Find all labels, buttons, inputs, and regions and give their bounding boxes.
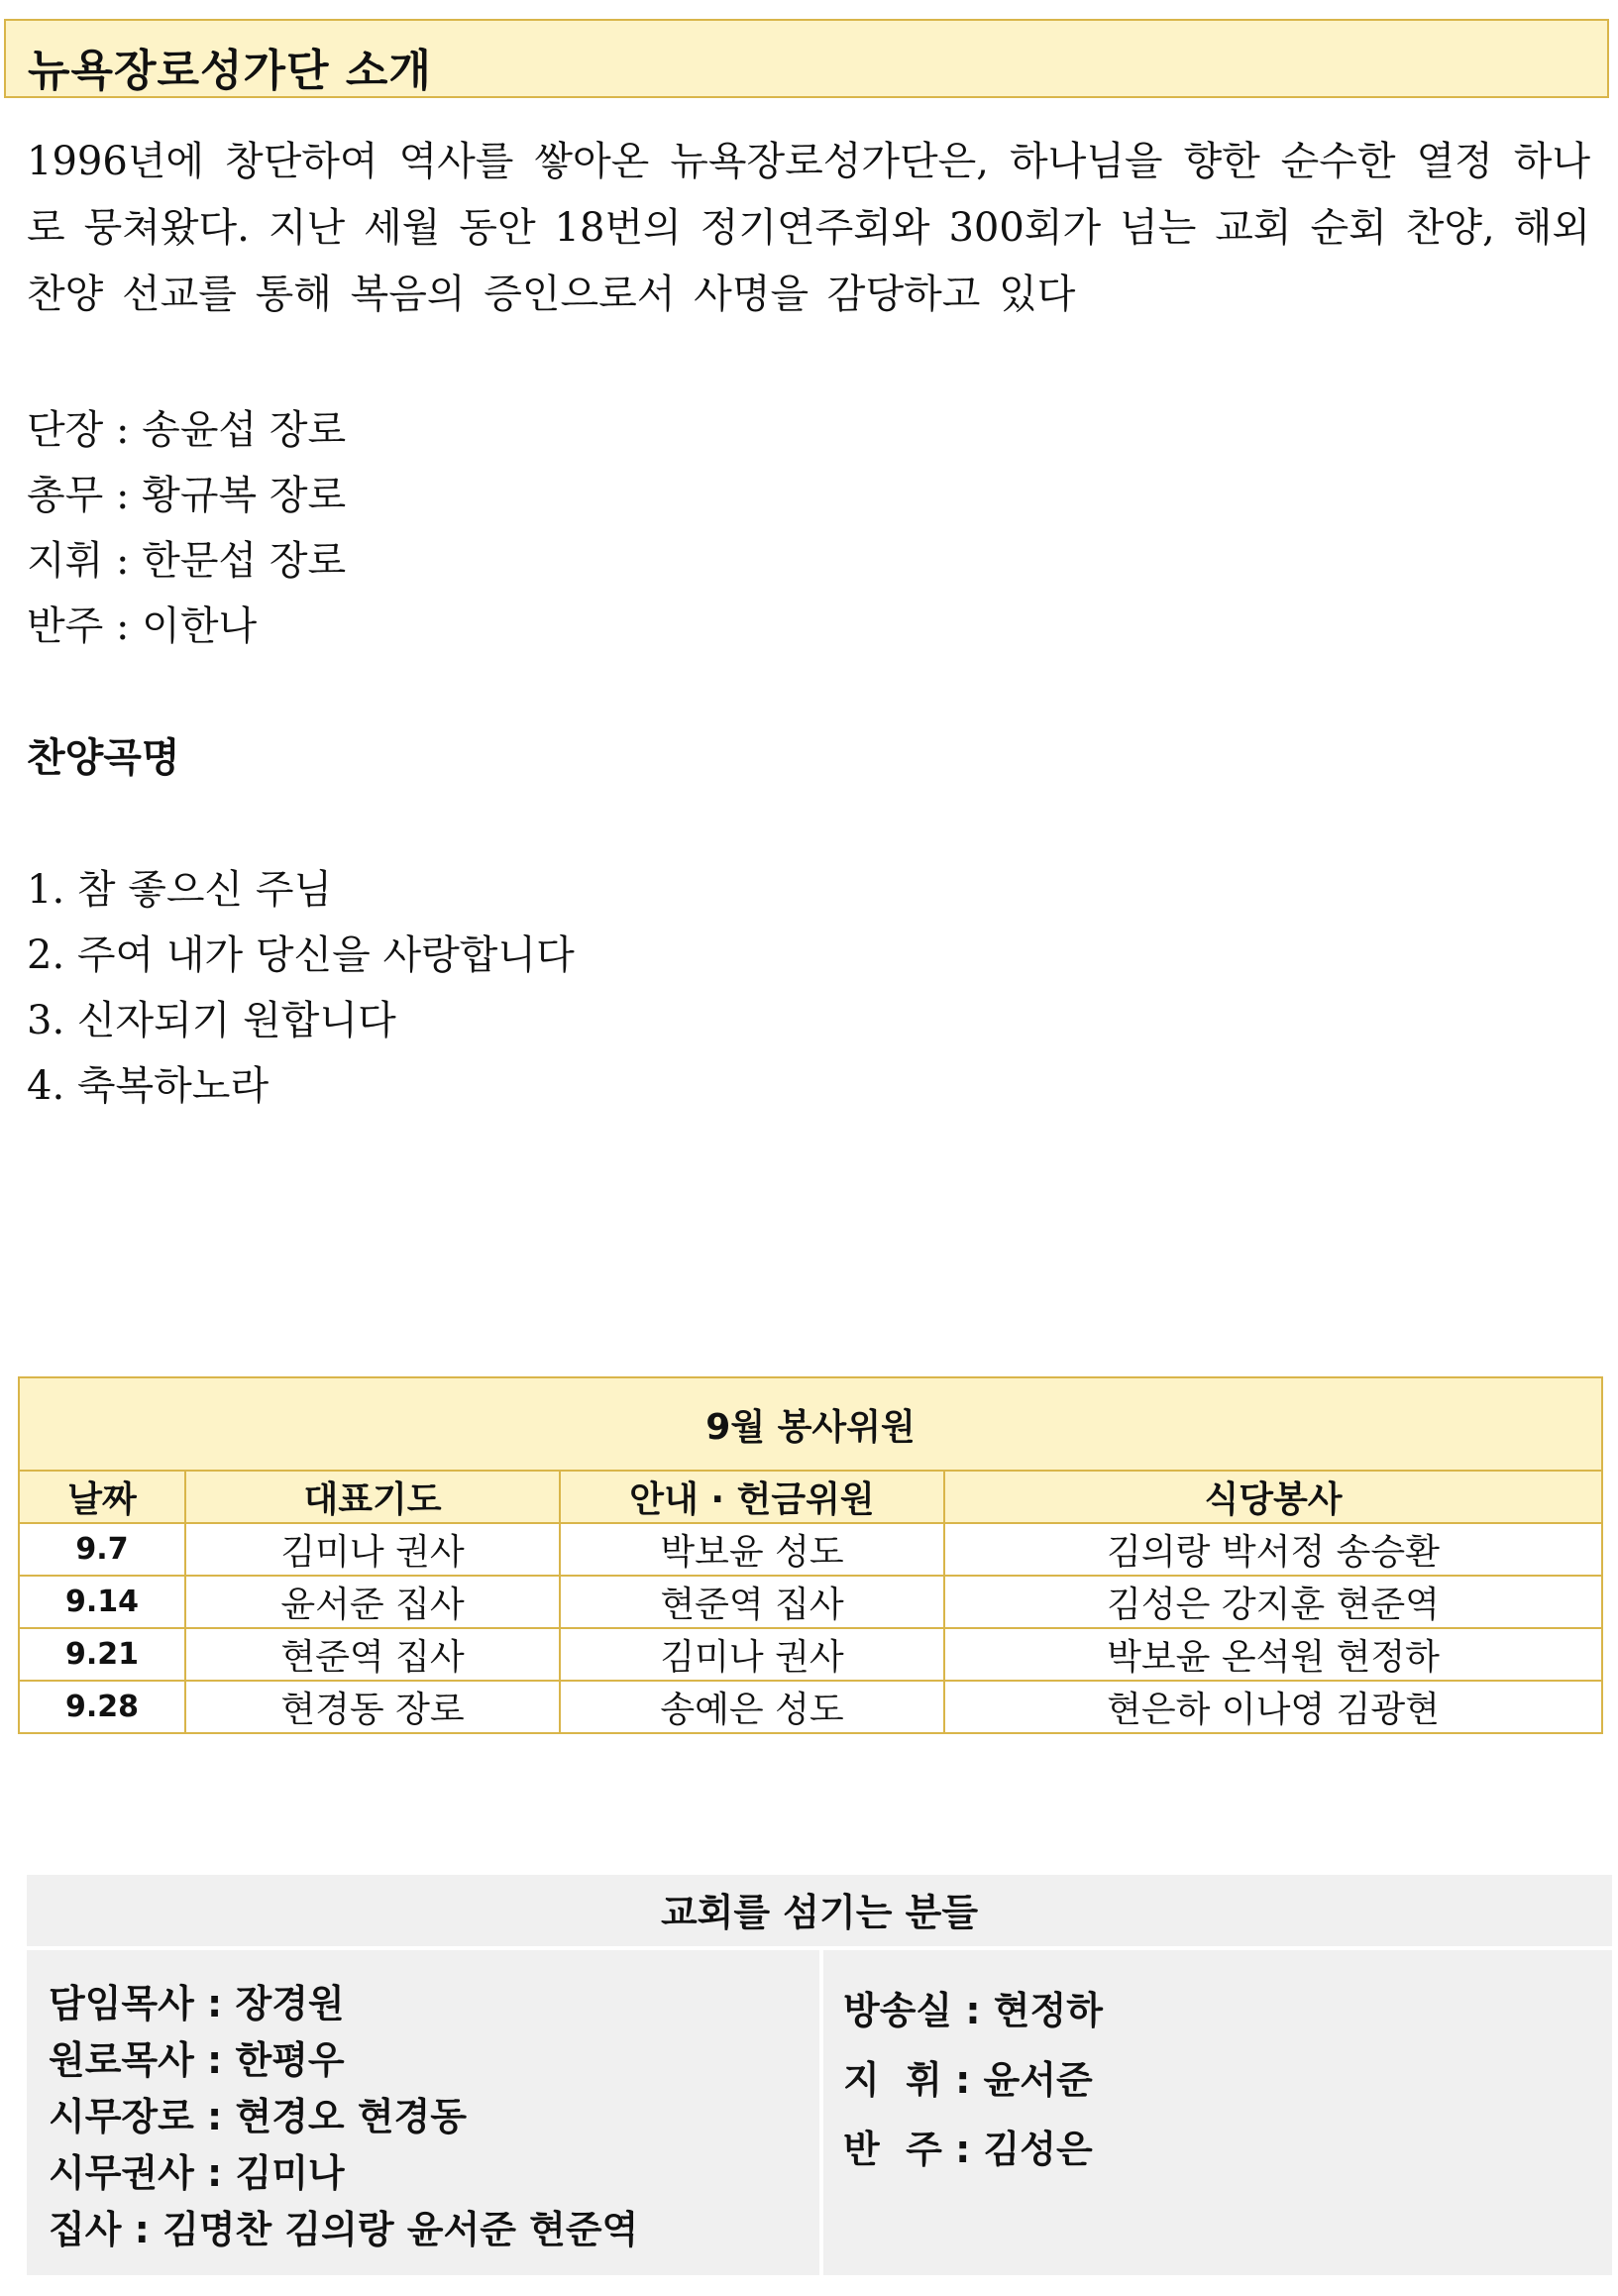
staff-secretary: 총무 : 황규복 장로 [27, 473, 347, 518]
row-kitchen: 김성은 강지훈 현준역 [944, 1576, 1602, 1628]
church-senior-pastor: 담임목사 : 장경원 [49, 1982, 345, 2025]
service-table [18, 1376, 1603, 1734]
row-date: 9.21 [19, 1628, 185, 1681]
service-table-caption: 9월 봉사위원 [19, 1377, 1602, 1471]
table-header-row [19, 1471, 1602, 1523]
church-column-divider [819, 1950, 823, 2275]
row-usher: 박보윤 성도 [560, 1523, 944, 1576]
row-usher: 현준역 집사 [560, 1576, 944, 1628]
church-elders: 시무장로 : 현경오 현경동 [49, 2095, 467, 2138]
row-date: 9.7 [19, 1523, 185, 1576]
song-item: 2. 주여 내가 당신을 사랑합니다 [27, 932, 575, 978]
table-row [19, 1576, 1602, 1628]
church-broadcast: 방송실 : 현정하 [843, 1989, 1103, 2032]
staff-accompanist: 반주 : 이한나 [27, 603, 258, 649]
row-usher: 김미나 권사 [560, 1628, 944, 1681]
staff-conductor: 지휘 : 한문섭 장로 [27, 538, 347, 584]
songs-heading: 찬양곡명 [27, 735, 180, 781]
page-title: 뉴욕장로성가단 소개 [28, 46, 432, 96]
header-prayer: 대표기도 [185, 1471, 560, 1523]
row-kitchen: 현은하 이나영 김광현 [944, 1681, 1602, 1733]
row-kitchen: 박보윤 온석원 현정하 [944, 1628, 1602, 1681]
church-staff-box [27, 1875, 1612, 2275]
row-prayer: 윤서준 집사 [185, 1576, 560, 1628]
staff-leader: 단장 : 송윤섭 장로 [27, 407, 347, 453]
table-row [19, 1523, 1602, 1576]
church-staff-title: 교회를 섬기는 분들 [27, 1875, 1612, 1950]
table-row [19, 1681, 1602, 1733]
row-usher: 송예은 성도 [560, 1681, 944, 1733]
song-item: 4. 축복하노라 [27, 1063, 270, 1109]
church-conductor: 지 휘 : 윤서준 [843, 2058, 1093, 2102]
header-date: 날짜 [19, 1471, 185, 1523]
title-banner [4, 19, 1609, 98]
row-date: 9.28 [19, 1681, 185, 1733]
church-deacons: 집사 : 김명찬 김의랑 윤서준 현준역 [49, 2208, 639, 2251]
header-kitchen-service: 식당봉사 [944, 1471, 1602, 1523]
row-prayer: 김미나 권사 [185, 1523, 560, 1576]
row-prayer: 현준역 집사 [185, 1628, 560, 1681]
row-kitchen: 김의랑 박서정 송승환 [944, 1523, 1602, 1576]
row-date: 9.14 [19, 1576, 185, 1628]
song-item: 1. 참 좋으신 주님 [27, 867, 333, 913]
header-usher-offering: 안내 · 헌금위원 [560, 1471, 944, 1523]
row-prayer: 현경동 장로 [185, 1681, 560, 1733]
church-deaconesses: 시무권사 : 김미나 [49, 2151, 345, 2195]
church-accompanist: 반 주 : 김성은 [843, 2128, 1093, 2171]
table-row [19, 1628, 1602, 1681]
church-emeritus-pastor: 원로목사 : 한평우 [49, 2038, 345, 2082]
song-item: 3. 신자되기 원합니다 [27, 998, 396, 1043]
intro-paragraph: 1996년에 창단하여 역사를 쌓아온 뉴욕장로성가단은, 하나님을 향한 순수한 열정 하나로 뭉쳐왔다. 지난 세월 동안 18번의 정기연주회와 300회가 넘는 교회 순회 찬양, 해외 찬양 선교를 통해 복음의 증인으로서 사명을 감당하고 있다 [27, 139, 1590, 317]
